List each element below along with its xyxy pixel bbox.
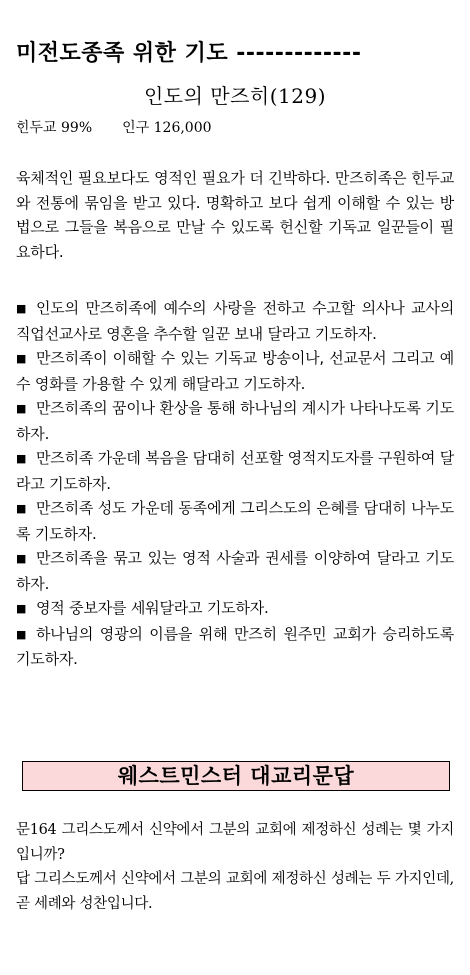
prayer-text: 만즈히족이 이해할 수 있는 기독교 방송이나, 선교문서 그리고 예수 영화를 가용할 수 있게 해달라고 기도하자. [16, 349, 454, 393]
catechism-qa [16, 818, 454, 916]
square-bullet-icon: ■ [16, 502, 27, 515]
prayer-item [16, 596, 454, 622]
catechism-banner: 웨스트민스터 대교리문답 [22, 761, 450, 791]
prayer-item [16, 296, 454, 346]
population-stat: 인구 126,000 [122, 120, 212, 136]
square-bullet-icon: ■ [16, 552, 27, 565]
square-bullet-icon: ■ [16, 352, 27, 365]
square-bullet-icon: ■ [16, 602, 27, 615]
square-bullet-icon: ■ [16, 402, 27, 415]
prayer-item [16, 546, 454, 596]
prayer-text: 영적 중보자를 세워달라고 기도하자. [36, 599, 269, 617]
prayer-item [16, 396, 454, 446]
catechism-answer: 답 그리스도께서 신약에서 그분의 교회에 제정하신 성례는 두 가지인데, 곧 세례와 성찬입니다. [16, 871, 454, 912]
prayer-item [16, 446, 454, 496]
catechism-question: 문164 그리스도께서 신약에서 그분의 교회에 제정하신 성례는 몇 가지입니까? [16, 822, 454, 863]
people-stats [16, 117, 212, 137]
prayer-text: 만즈히족 성도 가운데 동족에게 그리스도의 은혜를 담대히 나누도록 기도하자. [16, 499, 454, 543]
prayer-text: 인도의 만즈히족에 예수의 사랑을 전하고 수고할 의사나 교사의 직업선교사로 영혼을 추수할 일꾼 보내 달라고 기도하자. [16, 299, 454, 343]
prayer-item [16, 496, 454, 546]
square-bullet-icon: ■ [16, 452, 27, 465]
prayer-text: 만즈히족을 묶고 있는 영적 사술과 권세를 이양하여 달라고 기도 하자. [16, 549, 454, 593]
prayer-list [16, 296, 454, 672]
prayer-text: 만즈히족 가운데 복음을 담대히 선포할 영적지도자를 구원하여 달라고 기도하자. [16, 449, 454, 493]
square-bullet-icon: ■ [16, 302, 27, 315]
prayer-item [16, 346, 454, 396]
people-group-title: 인도의 만즈히(129) [143, 84, 327, 108]
intro-paragraph: 육체적인 필요보다도 영적인 필요가 더 긴박하다. 만즈히족은 힌두교와 전통에 묶임을 받고 있다. 명확하고 보다 쉽게 이해할 수 있는 방법으로 그들을 복음으로 만날 수 있도록 헌신할 기독교 일꾼들이 필요하다. [16, 169, 454, 261]
prayer-text: 만즈히족의 꿈이나 환상을 통해 하나님의 계시가 나타나도록 기도하자. [16, 399, 454, 443]
prayer-item [16, 622, 454, 672]
square-bullet-icon: ■ [16, 627, 27, 641]
prayer-text: 하나님의 영광의 이름을 위해 만즈히 원주민 교회가 승리하도록 기도하자. [16, 624, 454, 668]
page-title: 미전도종족 위한 기도 ------------- [16, 41, 362, 66]
religion-stat: 힌두교 99% [16, 120, 93, 136]
